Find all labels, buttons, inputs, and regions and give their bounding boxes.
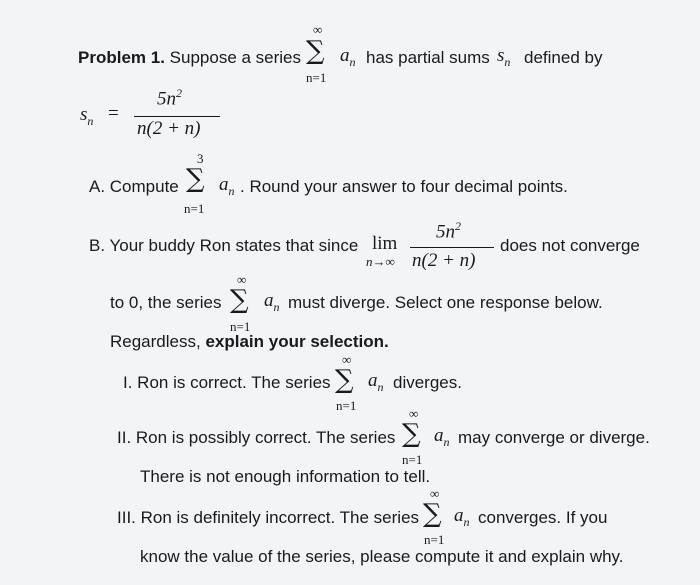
opt1-sum-upper: ∞ bbox=[342, 352, 352, 367]
part-a-text: . Round your answer to four decimal points. bbox=[240, 177, 568, 196]
option-1-start: I. Ron is correct. The series bbox=[123, 373, 331, 392]
part-a-sum-lower: n=1 bbox=[184, 201, 205, 216]
part-a-label: A. Compute bbox=[89, 177, 179, 196]
option-3-end: converges. If you bbox=[478, 508, 608, 527]
part-a-term: $a_n$ bbox=[219, 174, 235, 198]
option-2-start: II. Ron is possibly correct. The series bbox=[117, 428, 396, 447]
part-a-sum-upper: 3 bbox=[197, 151, 204, 166]
opt3-sum-upper: ∞ bbox=[430, 486, 440, 501]
fraction-denominator: n(2 + n) bbox=[137, 118, 201, 139]
lim-text: lim bbox=[372, 233, 398, 254]
opt2-term: $a_n$ bbox=[434, 425, 450, 449]
opt3-sigma: ∑ bbox=[423, 499, 442, 529]
opt2-sum-lower: n=1 bbox=[402, 452, 423, 467]
part-b-line1: B. Your buddy Ron states that since bbox=[89, 236, 359, 255]
part-a-sigma: ∑ bbox=[186, 164, 205, 194]
sum-lower-limit: n=1 bbox=[306, 70, 327, 85]
series-term: $a_n$ bbox=[340, 45, 356, 69]
fraction-numerator: $5n^2$ bbox=[157, 86, 182, 110]
opt1-sum-lower: n=1 bbox=[336, 398, 357, 413]
opt1-term: $a_n$ bbox=[368, 370, 384, 394]
option-2-end: may converge or diverge. bbox=[458, 428, 650, 447]
opt3-term: $a_n$ bbox=[454, 505, 470, 529]
option-3-start: III. Ron is definitely incorrect. The series bbox=[117, 508, 420, 527]
opt3-sum-lower: n=1 bbox=[424, 532, 445, 547]
opt2-sigma: ∑ bbox=[402, 419, 421, 449]
part-b-term: $a_n$ bbox=[264, 290, 280, 314]
problem-heading: Problem 1. bbox=[78, 48, 165, 67]
sn-symbol: $s_n$ bbox=[497, 45, 511, 69]
lim-subscript: n→∞ bbox=[366, 254, 395, 269]
sn-lhs: $s_n$ bbox=[80, 104, 94, 128]
opt2-sum-upper: ∞ bbox=[409, 406, 419, 421]
part-b-sum-lower: n=1 bbox=[230, 319, 251, 334]
lim-fraction-bar bbox=[410, 247, 494, 248]
defined-by-text: defined by bbox=[524, 48, 603, 67]
sum-upper-limit: ∞ bbox=[313, 22, 323, 37]
option-3-line2: know the value of the series, please compute it and explain why. bbox=[140, 547, 624, 566]
equals-sign: = bbox=[108, 103, 119, 124]
partial-sums-text: has partial sums bbox=[366, 48, 490, 67]
part-b-tail1: does not converge bbox=[500, 236, 640, 255]
option-2-line2: There is not enough information to tell. bbox=[140, 467, 431, 486]
opt1-sigma: ∑ bbox=[335, 365, 354, 395]
sigma-symbol: ∑ bbox=[306, 36, 325, 66]
part-b-sigma: ∑ bbox=[230, 285, 249, 315]
problem-intro-text: Suppose a series bbox=[169, 48, 302, 67]
part-b-line3: Regardless, explain your selection. bbox=[110, 332, 389, 351]
part-b-line2-start: to 0, the series bbox=[110, 293, 222, 312]
option-1-end: diverges. bbox=[393, 373, 462, 392]
lim-denominator: n(2 + n) bbox=[412, 250, 476, 271]
part-b-line2-end: must diverge. Select one response below. bbox=[288, 293, 603, 312]
problem-intro-line bbox=[78, 48, 301, 68]
part-b-sum-upper: ∞ bbox=[237, 272, 247, 287]
lim-numerator: $5n^2$ bbox=[436, 219, 461, 243]
